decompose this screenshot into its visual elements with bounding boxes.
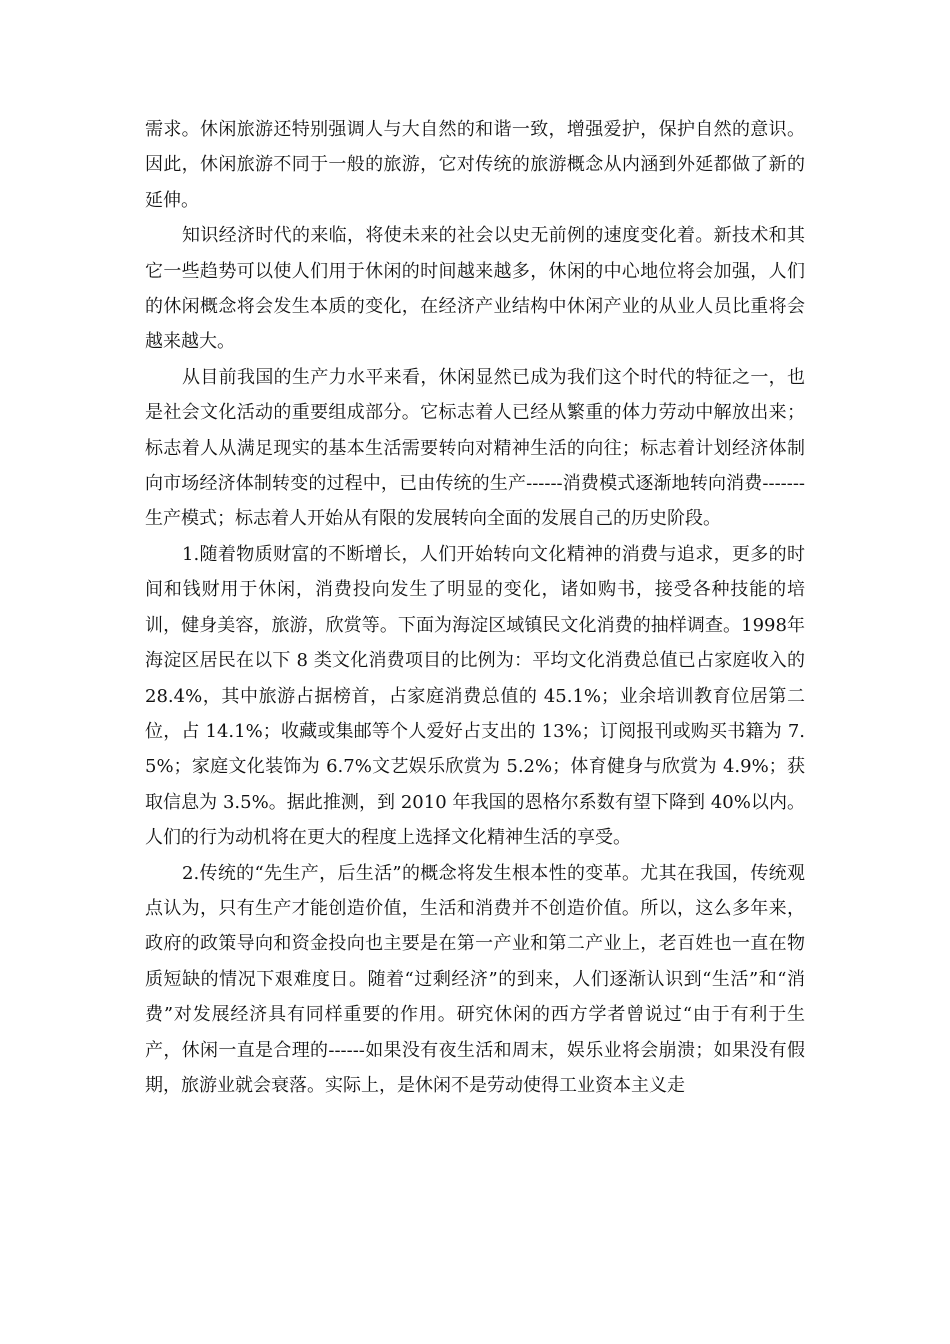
paragraph-3: 从目前我国的生产力水平来看，休闲显然已成为我们这个时代的特征之一，也是社会文化活动的重要组成部分。它标志着人已经从繁重的体力劳动中解放出来；标志着人从满足现实的基本生活需要转向对精神生活的向往；标志着计划经济体制向市场经济体制转变的过程中，已由传统的生产------消费模式逐渐地转向消费-------生产模式；标志着人开始从有限的发展转向全面的发展自己的历史阶段。 <box>145 366 805 530</box>
document-page <box>145 112 805 1103</box>
paragraph-1: 需求。休闲旅游还特别强调人与大自然的和谐一致，增强爱护，保护自然的意识。因此，休闲旅游不同于一般的旅游，它对传统的旅游概念从内涵到外延都做了新的延伸。 <box>145 119 805 211</box>
paragraph-2: 知识经济时代的来临，将使未来的社会以史无前例的速度变化着。新技术和其它一些趋势可以使人们用于休闲的时间越来越多，休闲的中心地位将会加强，人们的休闲概念将会发生本质的变化，在经济产业结构中休闲产业的从业人员比重将会越来越大。 <box>145 225 805 353</box>
paragraph-5: 2.传统的“先生产，后生活”的概念将发生根本性的变革。尤其在我国，传统观点认为，只有生产才能创造价值，生活和消费并不创造价值。所以，这么多年来，政府的政策导向和资金投向也主要是在第一产业和第二产业上，老百姓也一直在物质短缺的情况下艰难度日。随着“过剩经济”的到来，人们逐渐认识到“生活”和“消费”对发展经济具有同样重要的作用。研究休闲的西方学者曾说过“由于有利于生产，休闲一直是合理的------如果没有夜生活和周末，娱乐业将会崩溃；如果没有假期，旅游业就会衰落。实际上，是休闲不是劳动使得工业资本主义走 <box>145 862 805 1096</box>
paragraph-4: 1.随着物质财富的不断增长，人们开始转向文化精神的消费与追求，更多的时间和钱财用于休闲，消费投向发生了明显的变化，诸如购书，接受各种技能的培训，健身美容，旅游，欣赏等。下面为海淀区域镇民文化消费的抽样调查。1998年海淀区居民在以下 8 类文化消费项目的比例为：平均文化消费总值已占家庭收入的 28.4%，其中旅游占据榜首，占家庭消费总值的 45.1%；业余培训教育位居第二位，占 14.1%；收藏或集邮等个人爱好占支出的 13%；订阅报刊或购买书籍为 7.5%；家庭文化装饰为 6.7%文艺娱乐欣赏为 5.2%；体育健身与欣赏为 4.9%；获取信息为 3.5%。据此推测，到 2010 年我国的恩格尔系数有望下降到 40%以内。人们的行为动机将在更大的程度上选择文化精神生活的享受。 <box>145 543 805 849</box>
